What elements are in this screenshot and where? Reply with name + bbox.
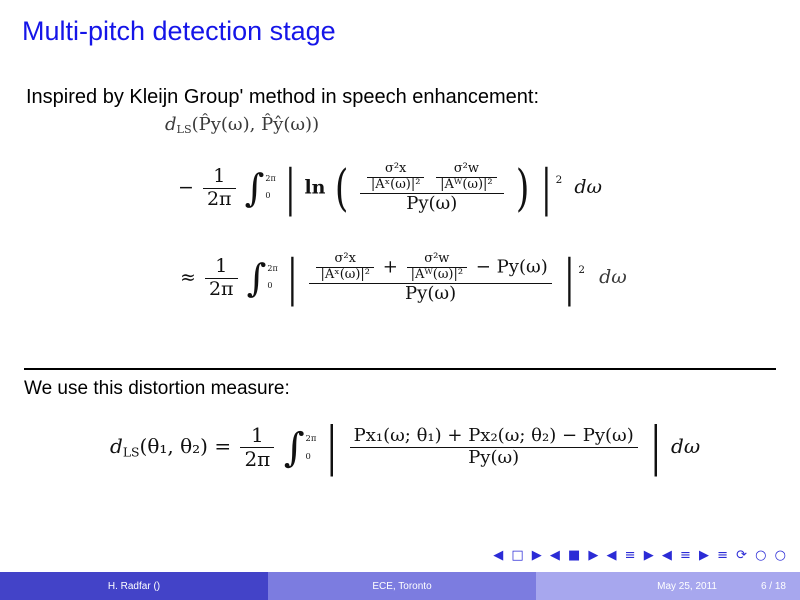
eq1-line2-outer-fraction [360, 162, 504, 215]
eq1-line2-outer-num [360, 162, 504, 193]
page-title: Multi-pitch detection stage [22, 16, 336, 46]
eq2-coef-den: 2π [240, 447, 274, 471]
eq1-line3-term1-den: |Aˣ(ω)|² [316, 267, 374, 283]
eq1-line3-coef-den: 2π [205, 278, 238, 301]
eq1-lhs-subscript: LS [176, 123, 192, 137]
eq1-line2-term1-num: σ²x [384, 161, 407, 176]
eq1-line2-term2-den: |Aᵂ(ω)|² [436, 177, 496, 193]
eq1-line2-coefficient [203, 166, 236, 211]
eq1-line2-int-lower: 0 [265, 191, 271, 201]
eq2-coef-num: 1 [251, 423, 264, 447]
eq1-line3-differential: dω [599, 266, 627, 289]
eq1-line3-coef-num: 1 [215, 254, 228, 277]
eq2-int-lower: 0 [305, 450, 311, 461]
eq1-line2-term1-den: |Aˣ(ω)|² [367, 177, 425, 193]
eq1-line3-exponent: 2 [578, 264, 586, 277]
eq1-line2-sign: − [178, 176, 194, 199]
eq1-line3-integral-limits [267, 264, 278, 291]
eq1-line3-minus: − [475, 256, 491, 278]
eq2-equals: = [214, 434, 232, 458]
footer-date: May 25, 2011 [657, 580, 717, 592]
eq1-line3-abs-close: | [564, 248, 575, 307]
eq1-line2-coef-den: 2π [203, 188, 236, 211]
intro-text: Inspired by Kleijn Group' method in speech enhancement: [26, 86, 540, 108]
eq1-line3-integral-sign: ∫ [246, 256, 267, 301]
eq1-line2-paren-close: ) [515, 158, 530, 217]
eq2-integral-limits [305, 432, 317, 461]
footer-institution: ECE, Toronto [268, 572, 536, 600]
eq1-line3-int-lower: 0 [267, 281, 273, 291]
eq1-line2-paren-open: ( [334, 158, 348, 217]
eq1-lhs-symbol: d [165, 114, 177, 135]
equation1-line2 [178, 158, 603, 217]
eq1-line2-exponent: 2 [555, 174, 563, 187]
eq1-line3-term2-den: |Aᵂ(ω)|² [407, 267, 467, 283]
eq1-line2-integral-limits [265, 174, 276, 201]
eq1-line3-term1-num: σ²x [334, 251, 356, 266]
eq1-line3-fraction [309, 252, 551, 305]
eq2-lhs-subscript: LS [122, 444, 140, 460]
eq1-lhs-arguments: (P̂y(ω), P̂ŷ(ω)) [191, 114, 320, 135]
eq2-abs-open: | [326, 417, 337, 477]
eq2-differential: dω [671, 434, 701, 458]
eq1-line2-differential: dω [574, 176, 603, 199]
eq1-line2-term1 [367, 162, 425, 193]
eq1-line3-den: Py(ω) [309, 283, 551, 305]
eq1-line2-ln-operator: ln [304, 176, 326, 199]
eq1-line3-plus: + [382, 256, 398, 278]
eq1-line3-coefficient [205, 256, 238, 301]
eq1-line2-term2-num: σ²w [453, 161, 479, 176]
eq1-line3-term2-num: σ²w [424, 251, 450, 266]
eq1-line3-int-upper: 2π [267, 264, 278, 274]
horizontal-rule [24, 368, 776, 370]
eq2-int-upper: 2π [305, 432, 317, 443]
eq2-lhs-arguments: (θ₁, θ₂) [139, 434, 208, 458]
eq1-line2-term2 [436, 162, 496, 193]
footer [0, 572, 800, 600]
eq1-line3-term3: Py(ω) [496, 256, 548, 278]
equation1-lhs [165, 114, 319, 136]
beamer-navigation-bar[interactable]: ◀ □ ▶ ◀ ■ ▶ ◀ ≡ ▶ ◀ ≡ ▶ ≡ ⟳ ○ ○ [493, 548, 788, 563]
eq1-line2-coef-num: 1 [213, 164, 226, 187]
equation2 [110, 417, 701, 477]
eq1-line2-integral-sign: ∫ [244, 166, 265, 211]
eq1-line2-int-upper: 2π [265, 174, 276, 184]
distortion-intro-text: We use this distortion measure: [24, 378, 290, 399]
eq1-line3-num [309, 252, 551, 283]
eq2-abs-close: | [650, 417, 662, 477]
eq1-line3-sign: ≈ [180, 266, 196, 289]
footer-author: H. Radfar () [0, 572, 268, 600]
eq2-integral-sign: ∫ [283, 424, 305, 471]
eq1-line2-abs-close: | [541, 158, 552, 217]
eq1-line2-abs-open: | [285, 158, 296, 217]
eq2-coefficient [240, 424, 274, 471]
footer-date-page [536, 572, 800, 600]
eq2-frac-num: Px₁(ω; θ₁) + Px₂(ω; θ₂) − Py(ω) [353, 425, 634, 447]
footer-page-number: 6 / 18 [760, 580, 786, 592]
eq1-line3-term2 [407, 252, 467, 283]
eq2-frac-den: Py(ω) [350, 447, 638, 469]
equation1-line3 [180, 248, 627, 307]
eq1-line3-term1 [316, 252, 374, 283]
eq2-lhs-symbol: d [110, 434, 123, 458]
eq2-fraction [350, 426, 638, 468]
eq1-line3-abs-open: | [287, 248, 298, 307]
eq1-line2-outer-den: Py(ω) [360, 193, 504, 215]
